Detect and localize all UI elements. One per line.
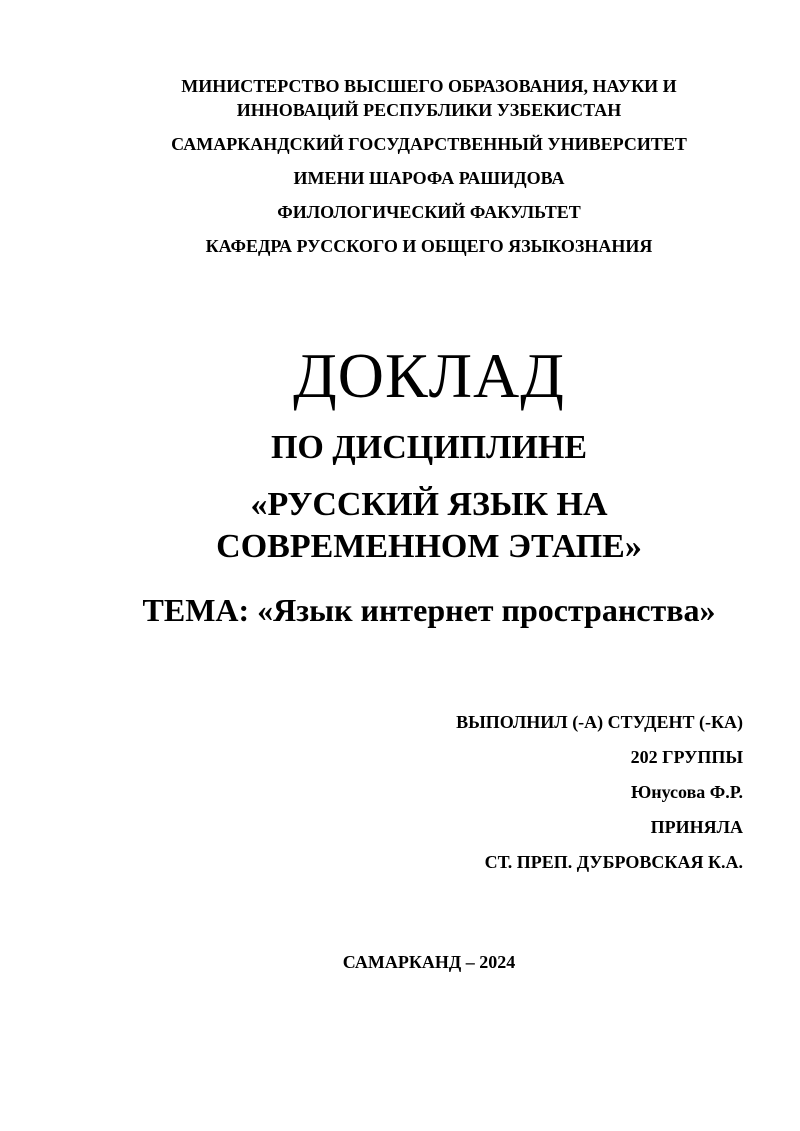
faculty-name: ФИЛОЛОГИЧЕСКИЙ ФАКУЛЬТЕТ <box>277 202 581 222</box>
course-title <box>0 484 800 568</box>
university-line-1: САМАРКАНДСКИЙ ГОСУДАРСТВЕННЫЙ УНИВЕРСИТЕТ <box>171 134 687 154</box>
group-label: 202 ГРУППЫ <box>630 747 743 767</box>
discipline-label: ПО ДИСЦИПЛИНЕ <box>270 429 588 466</box>
student-name: Юнусова Ф.Р. <box>630 782 743 802</box>
accepted-by-label: ПРИНЯЛА <box>650 817 743 837</box>
topic-title: ТЕМА: «Язык интернет пространства» <box>142 592 716 628</box>
author-block <box>456 710 743 885</box>
document-type-title: ДОКЛАД <box>293 340 565 411</box>
ministry-line-1: МИНИСТЕРСТВО ВЫСШЕГО ОБРАЗОВАНИЯ, НАУКИ И <box>181 76 677 96</box>
university-line-2: ИМЕНИ ШАРОФА РАШИДОВА <box>293 168 565 188</box>
department-name: КАФЕДРА РУССКОГО И ОБЩЕГО ЯЗЫКОЗНАНИЯ <box>205 236 653 256</box>
performed-by-label: ВЫПОЛНИЛ (-А) СТУДЕНТ (-КА) <box>456 712 743 732</box>
course-title-line-2: СОВРЕМЕННОМ ЭТАПЕ» <box>216 528 642 565</box>
teacher-name: СТ. ПРЕП. ДУБРОВСКАЯ К.А. <box>484 852 743 872</box>
course-title-line-1: «РУССКИЙ ЯЗЫК НА <box>250 486 608 523</box>
city-year: САМАРКАНД – 2024 <box>342 952 516 972</box>
ministry-line-2: ИННОВАЦИЙ РЕСПУБЛИКИ УЗБЕКИСТАН <box>236 100 622 120</box>
institution-header <box>0 74 800 258</box>
title-block <box>0 340 800 568</box>
